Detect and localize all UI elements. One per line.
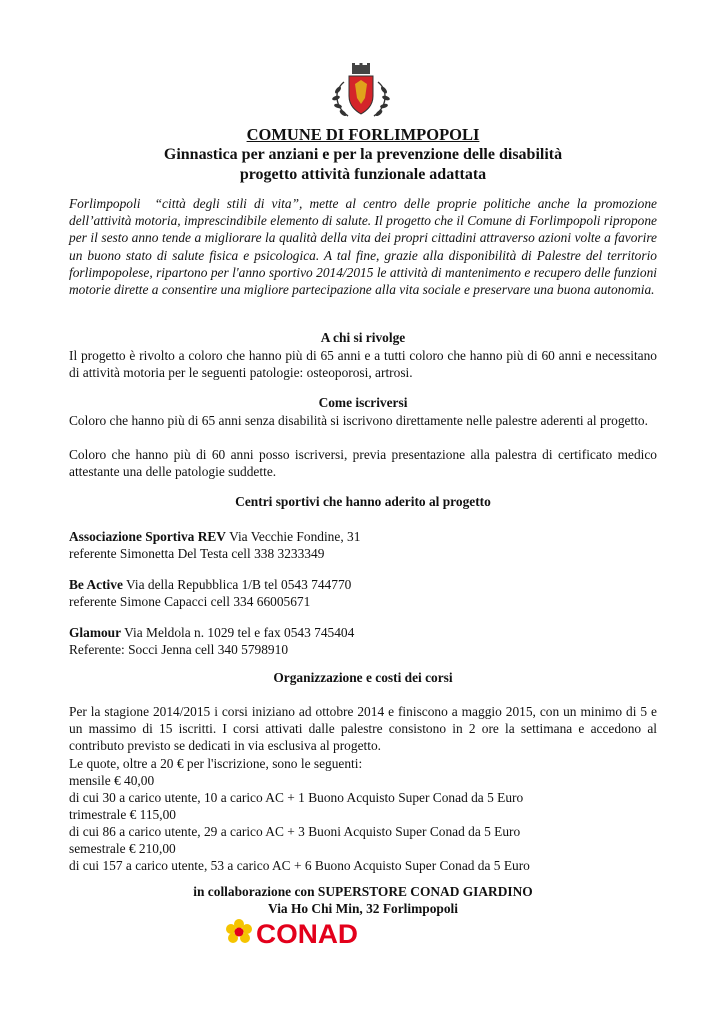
enroll-paragraph-2: Coloro che hanno più di 60 anni posso iscriversi, previa presentazione alla palestra di certificato medico attestante una delle patologie suddette. xyxy=(69,447,657,480)
center-1-name: Associazione Sportiva REV xyxy=(69,529,226,544)
center-2-contact: referente Simone Capacci cell 334 66005671 xyxy=(69,594,311,609)
intro-quote: “città degli stili di vita” xyxy=(154,196,300,211)
center-3-address: Via Meldola n. 1029 tel e fax 0543 745404 xyxy=(121,625,355,640)
document-title: COMUNE DI FORLIMPOPOLI xyxy=(246,125,480,144)
section-heading-target: A chi si rivolge xyxy=(320,330,406,345)
municipal-crest-icon xyxy=(328,62,394,122)
conad-flower-icon xyxy=(226,919,252,943)
center-2-name: Be Active xyxy=(69,577,123,592)
enroll-paragraph-1: Coloro che hanno più di 65 anni senza disabilità si iscrivono direttamente nelle palestre aderenti al progetto. xyxy=(69,413,648,428)
center-1-contact: referente Simonetta Del Testa cell 338 3233349 xyxy=(69,546,325,561)
document-subtitle-project: progetto attività funzionale adattata xyxy=(239,166,487,183)
document-subtitle: Ginnastica per anziani e per la prevenzione delle disabilità xyxy=(163,146,563,163)
center-1-address: Via Vecchie Fondine, 31 xyxy=(225,529,361,544)
costs-line: trimestrale € 115,00 xyxy=(69,807,176,822)
section-heading-costs: Organizzazione e costi dei corsi xyxy=(273,670,453,685)
conad-logo xyxy=(226,918,360,948)
intro-place: Forlimpopoli xyxy=(69,196,141,211)
section-heading-centers: Centri sportivi che hanno aderito al progetto xyxy=(235,494,491,509)
costs-line: mensile € 40,00 xyxy=(69,773,155,788)
center-3-name: Glamour xyxy=(69,625,122,640)
costs-line: di cui 30 a carico utente, 10 a carico AC + 1 Buono Acquisto Super Conad da 5 Euro xyxy=(69,790,524,805)
footer-address: Via Ho Chi Min, 32 Forlimpopoli xyxy=(268,901,458,916)
section-heading-enroll: Come iscriversi xyxy=(318,395,408,410)
target-paragraph: Il progetto è rivolto a coloro che hanno più di 65 anni e a tutti coloro che hanno più di 60 anni e necessitano di attività motoria per le seguenti patologie: osteoporosi, artrosi. xyxy=(69,348,657,381)
costs-line: semestrale € 210,00 xyxy=(69,841,176,856)
costs-line: Le quote, oltre a 20 € per l'iscrizione, sono le seguenti: xyxy=(69,756,363,771)
center-3-contact: Referente: Socci Jenna cell 340 5798910 xyxy=(69,642,289,657)
costs-line: di cui 86 a carico utente, 29 a carico AC + 3 Buoni Acquisto Super Conad da 5 Euro xyxy=(69,824,521,839)
center-1-line xyxy=(69,528,360,545)
costs-line: di cui 157 a carico utente, 53 a carico AC + 6 Buono Acquisto Super Conad da 5 Euro xyxy=(69,858,530,873)
intro-paragraph xyxy=(69,195,657,298)
costs-paragraph: Per la stagione 2014/2015 i corsi iniziano ad ottobre 2014 e finiscono a maggio 2015, con un minimo di 5 e un massimo di 15 iscritti. I corsi attivati dalle palestre consistono in 2 ore la settimana e accedono al contributo previsto se dedicati in via esclusiva al progetto. xyxy=(69,704,657,754)
center-3-line xyxy=(69,624,354,641)
center-2-line xyxy=(69,576,351,593)
conad-logo-text: CONAD xyxy=(256,919,358,948)
center-2-address: Via della Repubblica 1/B tel 0543 744770 xyxy=(122,577,352,592)
intro-text: , mette al centro delle proprie politiche anche la promozione dell’attività motoria, imprescindibile elemento di salute. Il progetto che il Comune di Forlimpopoli ripropone per il sesto anno tende a migliorare la qualità della vita dei propri cittadini attraverso azioni volte a favorire un buono stato di salute fisica e psicologica. A tal fine, grazie alla disponibilità di Palestre del territorio forlimpopolese, ripartono per l'anno sportivo 2014/2015 le attività di mantenimento e recupero delle funzioni motorie dirette a consentire una migliore partecipazione alla vita sociale e preservare una buona autonomia. xyxy=(69,196,657,298)
footer-collaboration: in collaborazione con SUPERSTORE CONAD GIARDINO xyxy=(193,884,533,899)
